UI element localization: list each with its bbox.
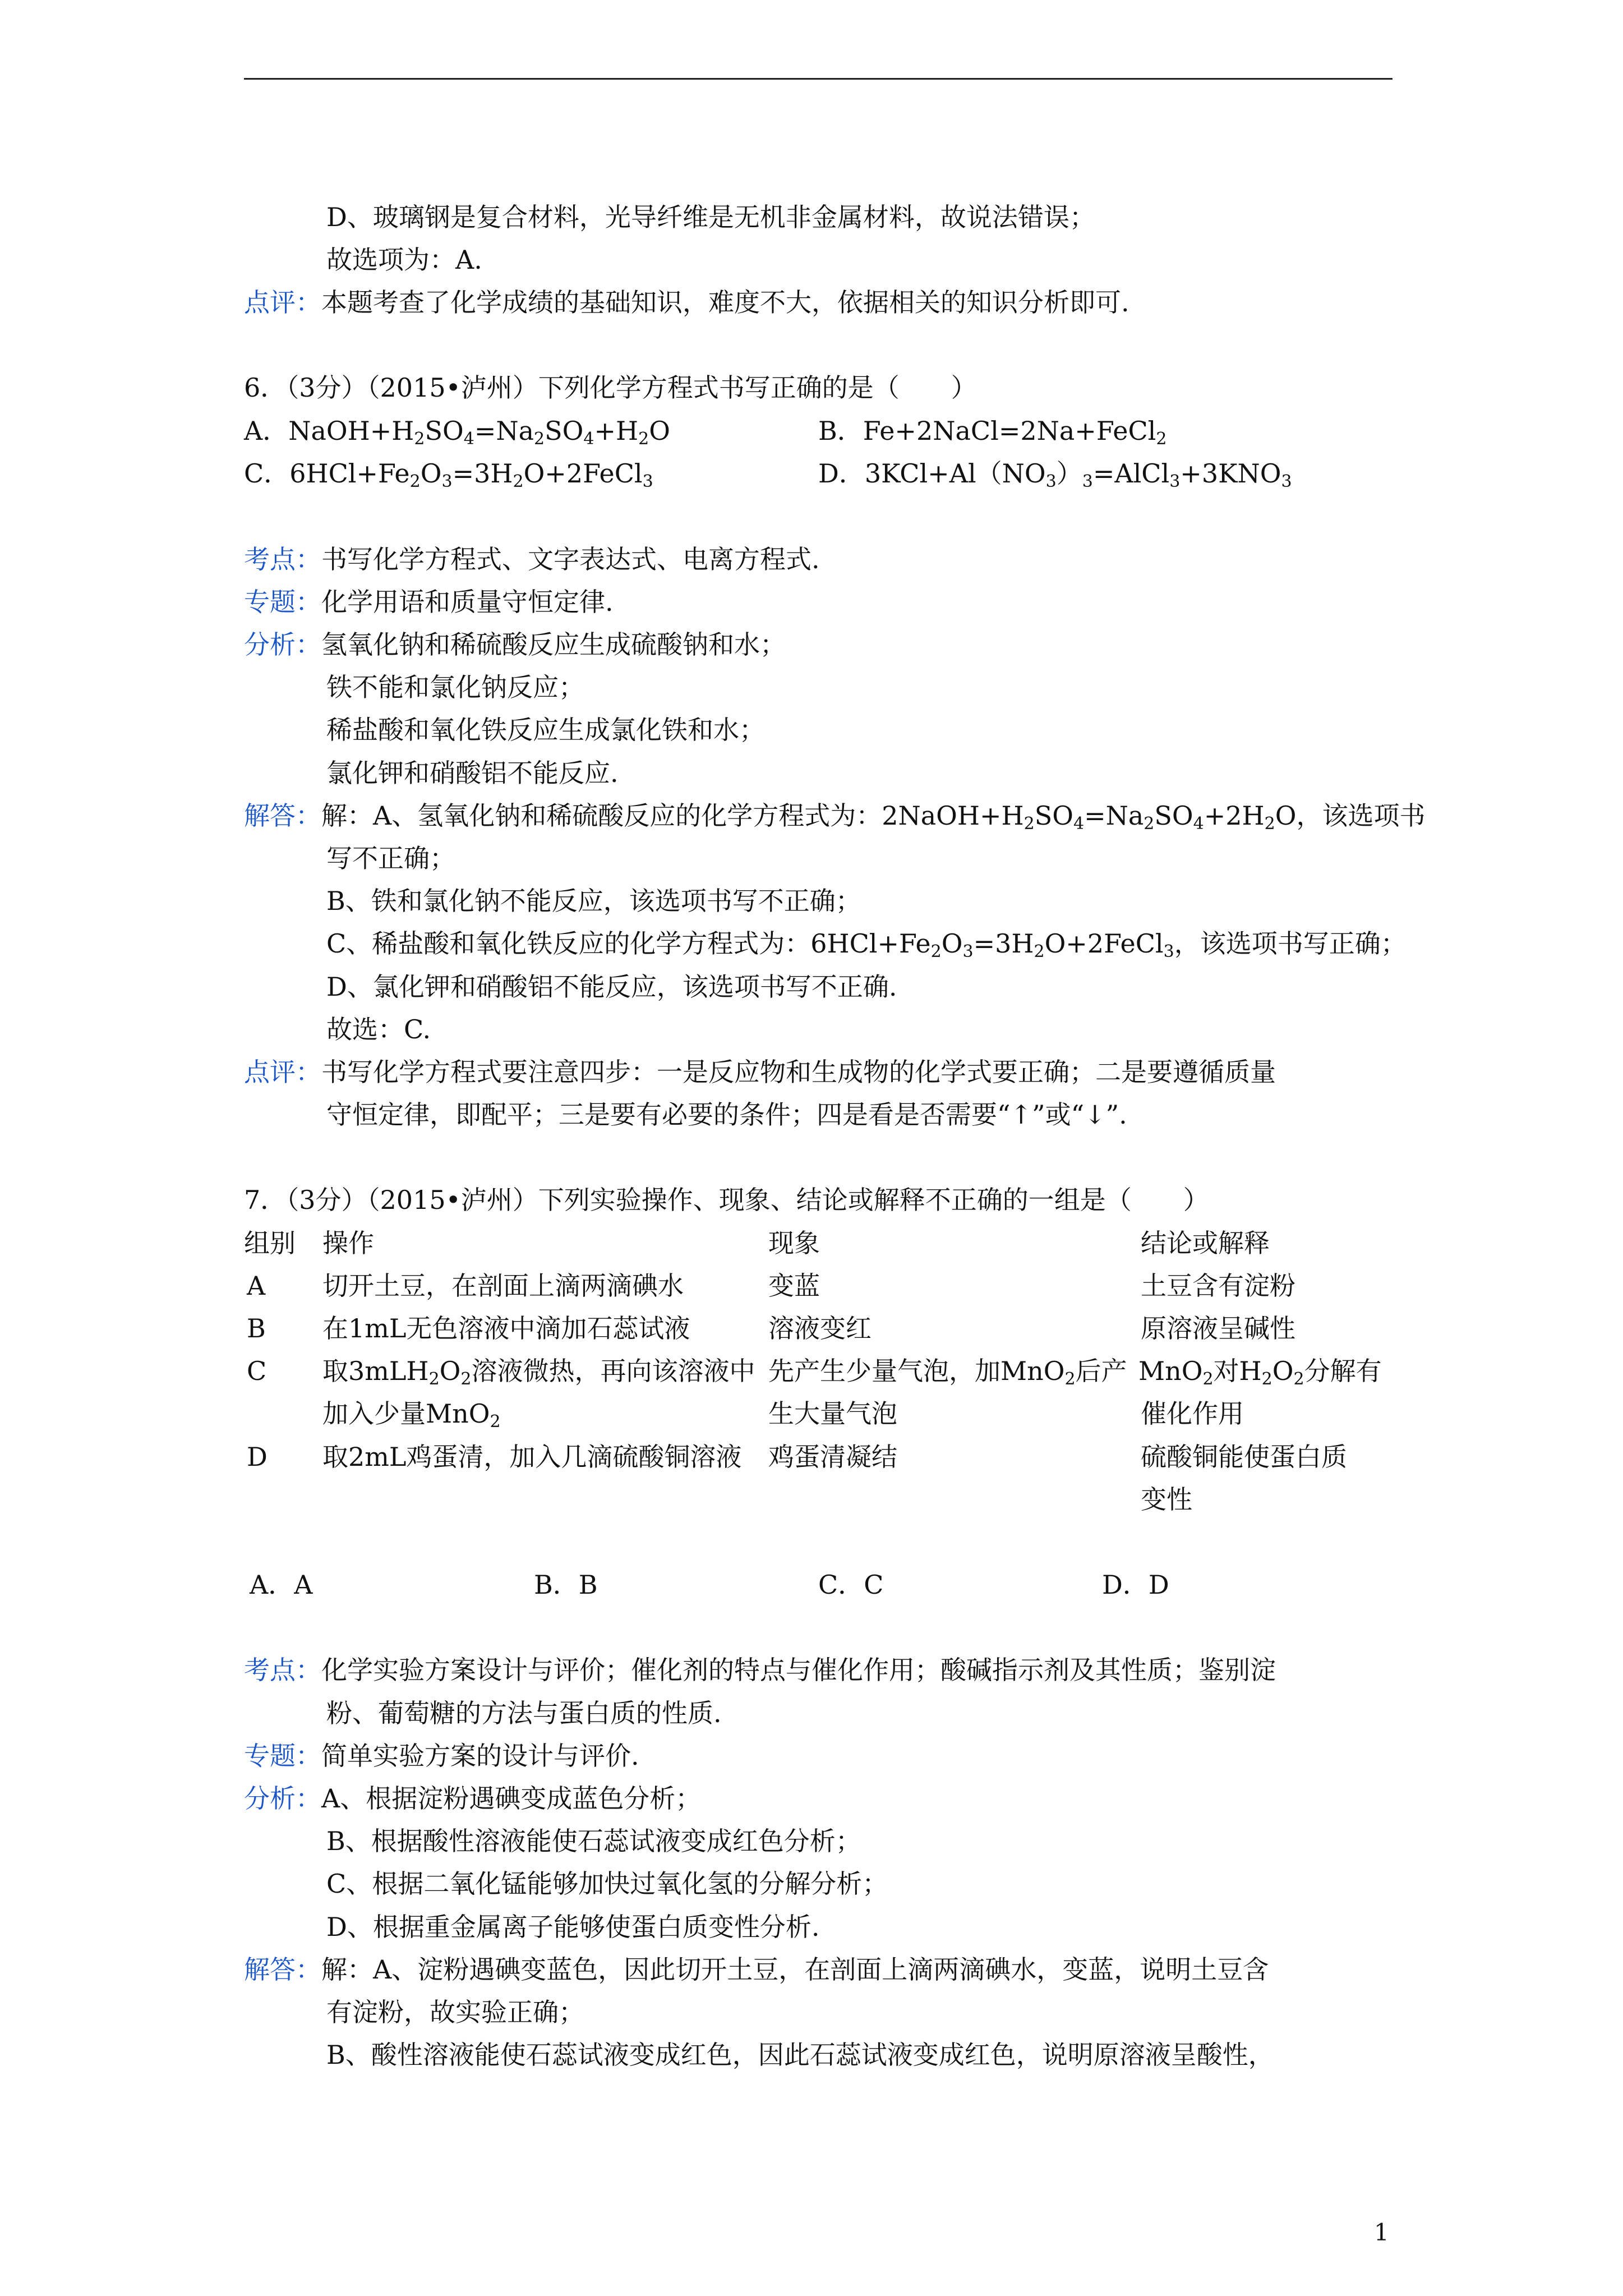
q6-jieda-line: D、氯化钾和硝酸铝不能反应，该选项书写不正确.	[326, 972, 897, 1002]
q6-option-b: B．Fe+2NaCl=2Na+FeCl$_2$	[818, 416, 1167, 449]
review-text: 本题考查了化学成绩的基础知识，难度不大，依据相关的知识分析即可.	[321, 287, 1129, 318]
prev-option-d-analysis: D、玻璃钢是复合材料，光导纤维是无机非金属材料，故说法错误；	[326, 202, 1095, 232]
q7-row-a-group: A	[247, 1271, 266, 1301]
q6-zhuanti: 专题：化学用语和质量守恒定律.	[244, 587, 614, 617]
q7-row-b-group: B	[247, 1313, 266, 1343]
q7-table-header: 现象	[768, 1228, 820, 1258]
q7-row-d-group: D	[247, 1442, 268, 1472]
q6-answer: 故选：C.	[326, 1014, 431, 1045]
q6-fenxi-line: 氯化钾和硝酸铝不能反应.	[326, 758, 619, 788]
q7-row-b-op: 在1mL无色溶液中滴加石蕊试液	[322, 1313, 690, 1343]
q6-option-c: C．$6HCl+Fe_2O_3=3H_2O+2FeCl_3$	[244, 458, 653, 491]
q6-dianping-line: 守恒定律，即配平；三是要有必要的条件；四是看是否需要“↑”或“↓”.	[326, 1099, 1127, 1130]
q6-jieda-line: B、铁和氯化钠不能反应，该选项书写不正确；	[326, 886, 861, 916]
q7-kaodian: 考点：化学实验方案设计与评价；催化剂的特点与催化作用；酸碱指示剂及其性质；鉴别淀	[244, 1655, 1276, 1685]
q7-row-c-op-line: 加入少量MnO$_2$	[322, 1398, 501, 1432]
q7-fenxi-line: B、根据酸性溶液能使石蕊试液变成红色分析；	[326, 1826, 861, 1856]
q6-fenxi: 分析：氢氧化钠和稀硫酸反应生成硫酸钠和水；	[244, 629, 786, 660]
q7-row-c-phenomenon: 先产生少量气泡，加MnO$_2$后产	[768, 1356, 1127, 1389]
q7-row-b-phenomenon: 溶液变红	[768, 1313, 872, 1343]
q7-option-b: B．B	[534, 1570, 598, 1600]
q7-fenxi: 分析：A、根据淀粉遇碘变成蓝色分析；	[244, 1783, 702, 1814]
q7-option-a: A．A	[250, 1570, 313, 1600]
q7-row-a-phenomenon: 变蓝	[768, 1271, 820, 1301]
q7-table-header: 操作	[322, 1228, 374, 1258]
q7-row-c-group: C	[247, 1356, 267, 1386]
q7-table-header: 结论或解释	[1141, 1228, 1270, 1258]
q6-dianping: 点评：书写化学方程式要注意四步：一是反应物和生成物的化学式要正确；二是要遵循质量	[244, 1057, 1276, 1087]
q7-jieda-line: 有淀粉，故实验正确；	[326, 1997, 584, 2027]
q7-fenxi-line: D、根据重金属离子能够使蛋白质变性分析.	[326, 1912, 820, 1942]
q7-row-b-conclusion: 原溶液呈碱性	[1141, 1313, 1295, 1343]
q7-zhuanti: 专题：简单实验方案的设计与评价.	[244, 1741, 639, 1771]
q6-jieda-line: 写不正确；	[326, 843, 455, 873]
q7-row-a-conclusion: 土豆含有淀粉	[1141, 1271, 1295, 1301]
q7-jieda: 解答：解：A、淀粉遇碘变蓝色，因此切开土豆，在剖面上滴两滴碘水，变蓝，说明土豆含	[244, 1954, 1269, 1985]
prev-answer: 故选项为：A.	[326, 245, 482, 275]
q7-fenxi-line: C、根据二氧化锰能够加快过氧化氢的分解分析；	[326, 1869, 888, 1899]
q6-option-d: D．$3KCl+Al(NO_3)_3=AlCl_3+3KNO_3$	[818, 458, 1292, 491]
q6-jieda-line: C、稀盐酸和氧化铁反应的化学方程式为：$6HCl+Fe_2O_3=3H_2O+2FeCl_3$，该选项书写正确；	[326, 928, 1407, 961]
q7-kaodian-line: 粉、葡萄糖的方法与蛋白质的性质.	[326, 1698, 722, 1728]
q7-option-c: C．C	[818, 1570, 884, 1600]
q7-row-c-op: 取$3mLH_2O_2$溶液微热，再向该溶液中	[322, 1356, 755, 1389]
q6-kaodian: 考点：书写化学方程式、文字表达式、电离方程式.	[244, 544, 820, 574]
review-label: 点评：	[244, 287, 321, 318]
q7-row-d-phenomenon: 鸡蛋清凝结	[768, 1442, 897, 1472]
q7-row-c-conclusion-line: 催化作用	[1141, 1398, 1244, 1429]
q7-row-d-conclusion-line: 变性	[1141, 1484, 1192, 1515]
q6-option-a: A．$NaOH+H_2SO_4=Na_2SO_4+H_2O$	[244, 416, 670, 449]
q6-stem: 6．（3分）（2015•泸州）下列化学方程式书写正确的是（ ）	[244, 372, 977, 403]
q6-fenxi-line: 铁不能和氯化钠反应；	[326, 672, 584, 702]
q7-option-d: D．D	[1102, 1570, 1169, 1600]
q6-jieda: 解答：解：A、氢氧化钠和稀硫酸反应的化学方程式为：$2NaOH+H_2SO_4=Na_2SO_4+2H_2O$，该选项书	[244, 800, 1426, 834]
q7-row-c-phenomenon-line: 生大量气泡	[768, 1398, 897, 1429]
q7-stem: 7．（3分）（2015•泸州）下列实验操作、现象、结论或解释不正确的一组是（ ）	[244, 1185, 1209, 1215]
q7-row-d-conclusion: 硫酸铜能使蛋白质	[1141, 1442, 1347, 1472]
q7-table-header: 组别	[244, 1228, 296, 1258]
q7-row-a-op: 切开土豆，在剖面上滴两滴碘水	[322, 1271, 684, 1301]
q7-row-d-op: 取2mL鸡蛋清，加入几滴硫酸铜溶液	[322, 1442, 742, 1472]
q7-jieda-line: B、酸性溶液能使石蕊试液变成红色，因此石蕊试液变成红色，说明原溶液呈酸性，	[326, 2040, 1274, 2070]
prev-review	[244, 286, 1129, 319]
header-rule	[244, 78, 1393, 80]
q7-row-c-conclusion: MnO$_2$对$H_2O_2$分解有	[1138, 1356, 1382, 1389]
q6-fenxi-line: 稀盐酸和氧化铁反应生成氯化铁和水；	[326, 715, 765, 745]
page-number: 1	[1374, 2219, 1389, 2246]
